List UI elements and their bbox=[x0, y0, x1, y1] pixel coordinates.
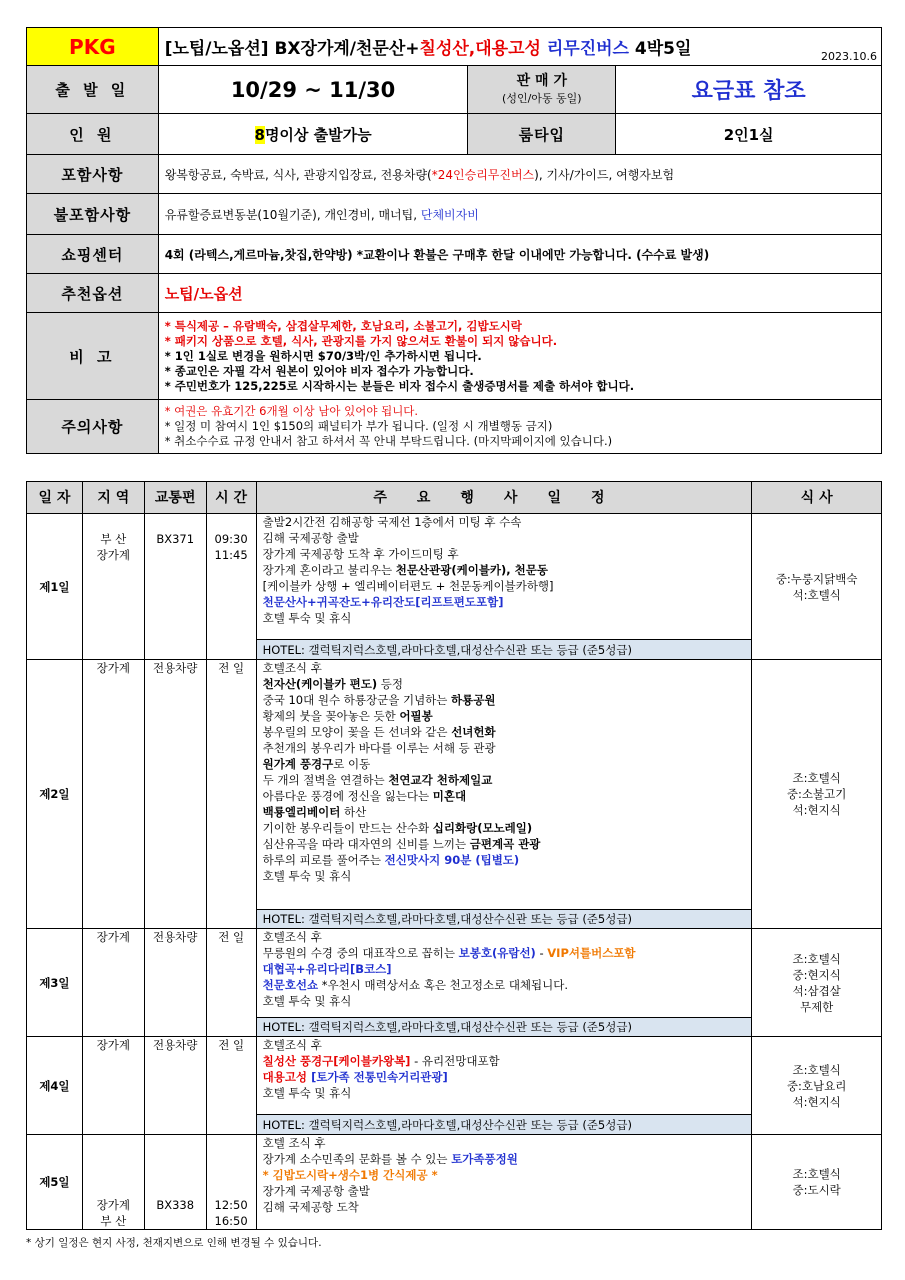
caution-list bbox=[158, 400, 881, 454]
notes-list bbox=[158, 313, 881, 400]
schedule-line: 호텔 투숙 및 휴식 bbox=[262, 994, 352, 1008]
schedule-text: 기이한 봉우리들이 만드는 산수화 bbox=[262, 821, 433, 835]
excluded-text-2: 단체비자비 bbox=[420, 207, 479, 222]
schedule-text: - bbox=[535, 946, 548, 960]
title-part-2: 칠성산,대용고성 bbox=[419, 39, 541, 59]
schedule-line bbox=[263, 756, 752, 772]
caution-item: * 여권은 유효기간 6개월 이상 남아 있어야 됩니다. bbox=[164, 404, 419, 418]
day3-meals bbox=[752, 929, 882, 1037]
schedule-line bbox=[263, 708, 752, 724]
package-info-table bbox=[26, 27, 882, 454]
day4-region: 장가계 bbox=[82, 1037, 144, 1135]
itinerary-footnote: * 상기 일정은 현지 사정, 천재지변으로 인해 변경될 수 있습니다. bbox=[26, 1237, 322, 1249]
day2-transport: 전용차량 bbox=[144, 660, 206, 929]
schedule-highlight: 보봉호(유람선) bbox=[458, 946, 536, 960]
included-label: 포함사항 bbox=[27, 155, 159, 194]
depart-value: 10/29 ~ 11/30 bbox=[158, 66, 468, 114]
schedule-line: 호텔조식 후 bbox=[262, 661, 322, 675]
schedule-text: 황제의 붓을 꽂아놓은 듯한 bbox=[262, 709, 400, 723]
day4-hotel: HOTEL: 갤럭틱지럭스호텔,라마다호텔,대성산수신관 또는 등급 (준5성급) bbox=[256, 1115, 752, 1135]
schedule-highlight: 선녀헌화 bbox=[451, 725, 496, 739]
included-value bbox=[158, 155, 881, 194]
itinerary-table bbox=[26, 481, 882, 1230]
day4-time: 전 일 bbox=[206, 1037, 256, 1135]
caution-label: 주의사항 bbox=[27, 400, 159, 454]
day1-time bbox=[206, 514, 256, 660]
schedule-highlight: 천문호선쇼 bbox=[262, 978, 319, 992]
meal-item: 중:소불고기 bbox=[786, 787, 847, 801]
schedule-text: 두 개의 절벽을 연결하는 bbox=[262, 773, 389, 787]
schedule-line: 천문산사+귀곡잔도+유리잔도[리프트편도포함] bbox=[262, 595, 504, 609]
day1-region-to: 장가계 bbox=[96, 548, 130, 562]
schedule-highlight: 금편계곡 관광 bbox=[469, 837, 541, 851]
meal-item: 석:현지식 bbox=[792, 1094, 841, 1109]
title-part-1: [노팁/노옵션] BX장가계/천문산+ bbox=[164, 39, 420, 59]
schedule-highlight: 전신맛사지 90분 (팁별도) bbox=[384, 853, 520, 867]
day5-region-from: 장가계 bbox=[96, 1198, 130, 1212]
issue-date: 2023.10.6 bbox=[821, 50, 877, 63]
schedule-highlight: 대용고성 bbox=[262, 1070, 312, 1084]
meal-item: 중:도시락 bbox=[792, 1183, 841, 1197]
day5-time-depart: 12:50 bbox=[214, 1198, 248, 1212]
day4-transport: 전용차량 bbox=[144, 1037, 206, 1135]
header-schedule bbox=[256, 482, 752, 514]
included-text-1: 왕복항공료, 숙박료, 식사, 관광지입장료, 전용차량( bbox=[164, 167, 432, 182]
note-item: * 종교인은 자필 각서 원본이 있어야 비자 접수가 가능합니다. bbox=[164, 363, 474, 378]
header-meals: 식 사 bbox=[752, 482, 882, 514]
schedule-highlight: 하룡공원 bbox=[451, 693, 496, 707]
title-part-3: 리무진버스 bbox=[546, 39, 629, 59]
day2-time: 전 일 bbox=[206, 660, 256, 929]
price-label bbox=[468, 66, 616, 114]
schedule-line: 호텔 투숙 및 휴식 bbox=[262, 869, 352, 883]
day3-hotel: HOTEL: 갤럭틱지럭스호텔,라마다호텔,대성산수신관 또는 등급 (준5성급) bbox=[256, 1018, 752, 1037]
schedule-line bbox=[263, 724, 752, 740]
price-label-main: 판 매 가 bbox=[516, 72, 567, 89]
day2-meals bbox=[752, 660, 882, 929]
room-label: 룸타입 bbox=[468, 114, 616, 155]
schedule-line bbox=[263, 1053, 752, 1069]
schedule-line: 호텔 투숙 및 휴식 bbox=[262, 1086, 352, 1100]
day1-meals bbox=[752, 514, 882, 660]
schedule-line bbox=[263, 804, 752, 820]
notes-label: 비 고 bbox=[27, 313, 159, 400]
day5-time bbox=[206, 1135, 256, 1230]
meal-item: 무제한 bbox=[799, 999, 834, 1014]
schedule-text: 장가계 소수민족의 문화를 볼 수 있는 bbox=[262, 1152, 452, 1166]
schedule-line: 김해 국제공항 도착 bbox=[262, 1200, 359, 1214]
schedule-line: * 김밥도시락+생수1병 간식제공 * bbox=[262, 1168, 438, 1182]
day1-hotel: HOTEL: 갤럭틱지럭스호텔,라마다호텔,대성산수신관 또는 등급 (준5성급) bbox=[256, 640, 752, 660]
header-schedule-text: 주요행사일정 bbox=[373, 489, 635, 506]
header-transport: 교통편 bbox=[144, 482, 206, 514]
meal-item: 중:현지식 bbox=[792, 967, 841, 982]
schedule-line bbox=[263, 820, 752, 836]
day1-schedule bbox=[256, 514, 752, 640]
day5-time-arrive: 16:50 bbox=[214, 1214, 248, 1228]
schedule-line: 호텔조식 후 bbox=[262, 1038, 322, 1052]
day2-region: 장가계 bbox=[82, 660, 144, 929]
schedule-text: 등정 bbox=[377, 677, 403, 691]
excluded-value bbox=[158, 194, 881, 235]
people-min-text: 명이상 출발가능 bbox=[264, 125, 372, 144]
schedule-text: 무릉원의 수경 중의 대표작으로 꼽히는 bbox=[262, 946, 459, 960]
day5-meals bbox=[752, 1135, 882, 1230]
day2-hotel: HOTEL: 갤럭틱지럭스호텔,라마다호텔,대성산수신관 또는 등급 (준5성급) bbox=[256, 910, 752, 929]
people-label: 인 원 bbox=[27, 114, 159, 155]
day4-meals bbox=[752, 1037, 882, 1135]
shopping-label: 쇼핑센터 bbox=[27, 235, 159, 274]
schedule-line bbox=[263, 836, 752, 852]
day5-row bbox=[27, 1135, 882, 1230]
day4-schedule bbox=[256, 1037, 752, 1115]
schedule-text: - 유리전망대포함 bbox=[410, 1054, 500, 1068]
note-item: * 특식제공 – 유람백숙, 삼겹살무제한, 호남요리, 소불고기, 김밥도시락 bbox=[164, 318, 522, 333]
schedule-text: 하루의 피로를 풀어주는 bbox=[262, 853, 385, 867]
schedule-text: 봉우릴의 모양이 꽃을 든 선녀와 같은 bbox=[262, 725, 452, 739]
schedule-line bbox=[263, 562, 752, 578]
day5-region-to: 부 산 bbox=[100, 1214, 127, 1228]
day5-transport: BX338 bbox=[144, 1135, 206, 1230]
caution-item: * 취소수수료 규정 안내서 참고 하셔서 꼭 안내 부탁드립니다. (마지막페이지에 있습니다.) bbox=[164, 434, 613, 448]
price-value: 요금표 참조 bbox=[616, 66, 882, 114]
day5-label: 제5일 bbox=[27, 1135, 83, 1230]
day1-time-arrive: 11:45 bbox=[214, 548, 248, 562]
meal-item: 석:호텔식 bbox=[792, 587, 841, 602]
day5-region bbox=[82, 1135, 144, 1230]
title-part-4: 4박5일 bbox=[634, 39, 692, 59]
schedule-line: [케이블카 상행 + 엘리베이터편도 + 천문동케이블카하행] bbox=[262, 579, 554, 593]
schedule-highlight: 천문산관광(케이블카), 천문동 bbox=[395, 563, 548, 577]
caution-item: * 일정 미 참여시 1인 $150의 패널티가 부가 됩니다. (일정 시 개별행동 금지) bbox=[164, 419, 553, 433]
schedule-line bbox=[263, 788, 752, 804]
schedule-highlight: 칠성산 풍경구[케이블카왕복] bbox=[262, 1054, 411, 1068]
meal-item: 중:누룽지닭백숙 bbox=[775, 571, 858, 586]
day2-label: 제2일 bbox=[27, 660, 83, 929]
room-value: 2인1실 bbox=[616, 114, 882, 155]
schedule-text: 장가계 혼이라고 불리우는 bbox=[262, 563, 396, 577]
meal-item: 조:호텔식 bbox=[792, 1062, 841, 1077]
schedule-line: 호텔 투숙 및 휴식 bbox=[262, 611, 352, 625]
day3-region: 장가계 bbox=[82, 929, 144, 1037]
schedule-line bbox=[263, 692, 752, 708]
schedule-text: 로 이동 bbox=[333, 757, 371, 771]
schedule-line bbox=[263, 852, 752, 868]
package-title bbox=[158, 28, 881, 66]
schedule-highlight: [토가족 전통민속거리관광] bbox=[311, 1070, 448, 1084]
schedule-highlight: 천연교각 천하제일교 bbox=[388, 773, 493, 787]
schedule-highlight: 백룡엘리베이터 bbox=[262, 805, 341, 819]
day2-schedule bbox=[256, 660, 752, 910]
note-item: * 패키지 상품으로 호텔, 식사, 관광지를 가지 않으셔도 환불이 되지 않습니다. bbox=[164, 333, 558, 348]
price-label-sub: (성인/아동 동일) bbox=[502, 91, 582, 105]
day1-region bbox=[82, 514, 144, 660]
meal-item: 조:호텔식 bbox=[792, 771, 841, 785]
day1-region-from: 부 산 bbox=[100, 532, 127, 546]
schedule-highlight: 토가족풍정원 bbox=[451, 1152, 518, 1166]
schedule-line bbox=[263, 945, 752, 961]
schedule-line: 대협곡+유리다리[B코스] bbox=[262, 962, 392, 976]
day3-transport: 전용차량 bbox=[144, 929, 206, 1037]
day1-label: 제1일 bbox=[27, 514, 83, 660]
recommended-option-value: 노팁/노옵션 bbox=[158, 274, 881, 313]
schedule-text: *우천시 매력상서쇼 혹은 천고정소로 대체됩니다. bbox=[318, 978, 569, 992]
pkg-badge: PKG bbox=[27, 28, 159, 66]
schedule-line: 호텔 조식 후 bbox=[262, 1136, 326, 1150]
schedule-line bbox=[263, 1151, 752, 1167]
included-text-3: ), 기사/가이드, 여행자보험 bbox=[534, 167, 675, 182]
meal-item: 석:삼겹살 bbox=[792, 983, 841, 998]
day1-row bbox=[27, 514, 882, 640]
header-time: 시 간 bbox=[206, 482, 256, 514]
schedule-line bbox=[263, 772, 752, 788]
schedule-highlight: 미혼대 bbox=[432, 789, 467, 803]
schedule-line: 장가계 국제공항 도착 후 가이드미팅 후 bbox=[262, 547, 459, 561]
schedule-highlight: 십리화랑(모노레일) bbox=[432, 821, 533, 835]
schedule-text: 심산유곡을 따라 대자연의 신비를 느끼는 bbox=[262, 837, 470, 851]
schedule-line bbox=[263, 977, 752, 993]
note-item: * 1인 1실로 변경을 원하시면 $70/3박/인 추가하시면 됩니다. bbox=[164, 348, 482, 363]
schedule-highlight: VIP셔틀버스포함 bbox=[547, 946, 636, 960]
note-item: * 주민번호가 125,225로 시작하시는 분들은 비자 접수시 출생증명서를 제출 하셔야 합니다. bbox=[164, 378, 635, 393]
schedule-line: 출발2시간전 김해공항 국제선 1층에서 미팅 후 수속 bbox=[262, 515, 522, 529]
day3-schedule bbox=[256, 929, 752, 1018]
meal-item: 조:호텔식 bbox=[792, 951, 841, 966]
day3-label: 제3일 bbox=[27, 929, 83, 1037]
people-value bbox=[158, 114, 468, 155]
schedule-line bbox=[263, 676, 752, 692]
depart-label: 출 발 일 bbox=[27, 66, 159, 114]
shopping-value: 4회 (라텍스,게르마늄,찻집,한약방) *교환이나 환불은 구매후 한달 이내에만 가능합니다. (수수료 발생) bbox=[158, 235, 881, 274]
day1-time-depart: 09:30 bbox=[214, 532, 248, 546]
schedule-line bbox=[263, 1069, 752, 1085]
day4-row bbox=[27, 1037, 882, 1115]
schedule-highlight: 천자산(케이블카 편도) bbox=[262, 677, 378, 691]
day1-transport: BX371 bbox=[144, 514, 206, 660]
day5-schedule bbox=[256, 1135, 752, 1230]
meal-item: 조:호텔식 bbox=[792, 1167, 841, 1181]
meal-item: 석:현지식 bbox=[792, 803, 841, 817]
header-day: 일 자 bbox=[27, 482, 83, 514]
schedule-text: 하산 bbox=[340, 805, 367, 819]
schedule-line: 호텔조식 후 bbox=[262, 930, 322, 944]
itinerary-header-row bbox=[27, 482, 882, 514]
recommended-option-label: 추천옵션 bbox=[27, 274, 159, 313]
schedule-text: 중국 10대 원수 하룡장군을 기념하는 bbox=[262, 693, 452, 707]
schedule-line: 김해 국제공항 출발 bbox=[262, 531, 359, 545]
schedule-text: 아름다운 풍경에 정신을 잃는다는 bbox=[262, 789, 433, 803]
header-region: 지 역 bbox=[82, 482, 144, 514]
meal-item: 중:호남요리 bbox=[786, 1078, 847, 1093]
schedule-line: 장가계 국제공항 출발 bbox=[262, 1184, 370, 1198]
day3-time: 전 일 bbox=[206, 929, 256, 1037]
schedule-line: 추천개의 봉우리가 바다를 이루는 서해 등 관광 bbox=[262, 741, 496, 755]
day2-row bbox=[27, 660, 882, 910]
excluded-text-1: 유류할증료변동분(10월기준), 개인경비, 매너팁, bbox=[164, 207, 421, 222]
schedule-highlight: 어필봉 bbox=[399, 709, 433, 723]
day4-label: 제4일 bbox=[27, 1037, 83, 1135]
excluded-label: 불포함사항 bbox=[27, 194, 159, 235]
schedule-highlight: 원가계 풍경구 bbox=[262, 757, 334, 771]
included-text-2: *24인승리무진버스 bbox=[431, 167, 535, 182]
day3-row bbox=[27, 929, 882, 1018]
people-min-number: 8 bbox=[254, 125, 265, 144]
